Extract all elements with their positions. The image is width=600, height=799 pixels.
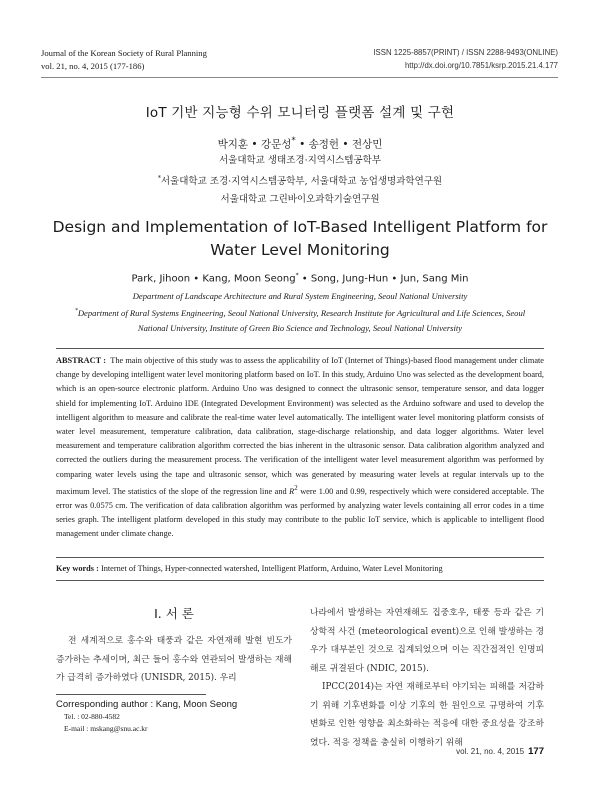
journal-header-right — [373, 47, 558, 72]
affiliation-ko-3: 서울대학교 그린바이오과학기술연구원 — [220, 194, 380, 206]
section-heading-introduction: I. 서 론 — [154, 606, 194, 621]
corresponding-mark: * — [291, 136, 296, 146]
english-title — [0, 216, 600, 262]
body-text-left-column: 전 세계적으로 홍수와 태풍과 같은 자연재해 발현 빈도가 증가하는 추세이며, 최근 들어 홍수와 연관되어 발생하는 재해가 급격히 증가하였다 (UNISDR, 2015). 우리 — [56, 636, 292, 683]
affiliation-en-1: Department of Landscape Architecture and Rural System Engineering, Seoul National University — [132, 291, 468, 301]
corresponding-author: Corresponding author : Kang, Moon Seong — [56, 699, 238, 710]
author-en-4: Jun, Sang Min — [400, 273, 469, 285]
author-separator: • — [248, 138, 261, 151]
affiliation-ko-2 — [0, 170, 600, 191]
abstract-bottom-rule — [56, 557, 544, 558]
corresponding-tel: Tel. : 02-880-4582 — [64, 712, 120, 721]
body-paragraph: IPCC(2014)는 자연 재해로부터 야기되는 피해를 저감하기 위해 기후변화를 이상 기후의 한 원인으로 규명하여 기후변화로 인한 영향을 최소화하는 적응에 대한 중요성을 강조하였다. 적응 정책을 충실히 이행하기 위해 — [310, 682, 544, 748]
korean-authors — [0, 136, 600, 152]
page-footer — [456, 746, 544, 757]
journal-header-left — [41, 47, 207, 72]
author-ko-3: 송정헌 — [308, 138, 340, 151]
author-separator: • — [190, 273, 203, 285]
affiliation-en-2 — [66, 304, 534, 336]
author-separator: • — [388, 273, 401, 285]
english-authors — [0, 272, 600, 284]
affiliation-ko-2-text: 서울대학교 조경·지역시스템공학부, 서울대학교 농업생명과학연구원 — [160, 176, 443, 188]
journal-volume: vol. 21, no. 4, 2015 (177-186) — [41, 60, 145, 71]
abstract — [56, 354, 544, 541]
author-ko-1: 박지훈 — [217, 138, 249, 151]
author-en-3: Song, Jung-Hun — [310, 273, 389, 285]
corresponding-email[interactable]: E-mail : mskang@snu.ac.kr — [64, 723, 148, 733]
keywords-label: Key words : — [56, 564, 99, 573]
abstract-label: ABSTRACT : — [56, 356, 106, 365]
footer-issue: vol. 21, no. 4, 2015 — [456, 747, 525, 756]
journal-issn: ISSN 1225-8857(PRINT) / ISSN 2288-9493(ONLINE) — [373, 48, 558, 57]
author-ko-2: 강문성 — [260, 138, 292, 151]
korean-affiliations — [0, 152, 600, 209]
author-ko-4: 전상민 — [351, 138, 383, 151]
author-separator: • — [298, 273, 311, 285]
page-number: 177 — [528, 746, 544, 757]
body-paragraph: 나라에서 발생하는 자연재해도 집중호우, 태풍 등과 같은 기상학적 사건 (meteorological event)으로 인해 발생하는 경우가 대부분인 것으로 집계되었으며 이는 직간접적인 인명피해로 귀결된다 (NDIC, 2015). — [310, 608, 544, 674]
header-divider — [41, 77, 558, 78]
r-squared-exponent: 2 — [294, 484, 298, 492]
abstract-top-rule — [56, 348, 544, 349]
keywords-text: Internet of Things, Hyper-connected watershed, Intelligent Platform, Arduino, Water Level Monitoring — [100, 564, 443, 573]
corresponding-mark: * — [295, 272, 299, 279]
r-squared-symbol: R — [289, 486, 295, 496]
author-en-1: Park, Jihoon — [131, 273, 191, 285]
abstract-text-2: were 1.00 and 0.99, respectively which were considered acceptable. The error was 0.0575 cm. The verification of data calibration algorithm was performed by analyzing water levels containing all error codes in a time series graph. The intelligent platform developed in this study may contribute to the public IoT service, which is applicable to intelligent flood management under climate change. — [56, 486, 545, 539]
affiliation-mark: * — [157, 175, 161, 182]
body-text-right-column — [310, 604, 544, 752]
affiliation-ko-1: 서울대학교 생태조경·지역시스템공학부 — [218, 155, 382, 166]
affiliation-en-2-text: Department of Rural Systems Engineering, Seoul National University, Research Institute for Agricultural and Life Sciences, Seoul National University, Institute of Green Bio Science and Technology, Seoul National University — [77, 307, 526, 333]
footnote-rule — [56, 694, 206, 695]
abstract-text-1: The main objective of this study was to assess the applicability of IoT (Internet of Things)-based flood management under climate change by developing intelligent water level monitoring platform based on IoT. In this study, Arduino Uno was selected as the development board, which is an open-source electronic platform. Arduino Uno was designed to connect the ultrasonic sensor, temperature sensor, and data logger shield for implementing IoT. Arduino IDE (Integrated Development Environment) was selected as the Arduino software and used to develop the intelligent algorithm to measure and calibrate the real-time water level automatically. The intelligent water level monitoring platform consists of water level measurement, temperature calibration, data calibration, stage-discharge relationship, and data logger algorithms. Water level measurement and temperature calibration algorithm corrected the bias inherent in the ultrasonic sensor. Data calibration algorithm analyzed and corrected the outliers during the measurement process. The verification of the intelligent water level measurement algorithm was performed by comparing water levels using the tape and ultrasonic sensor, which was generated by measuring water levels at regular intervals up to the maximum level. The statistics of the slope of the regression line and — [56, 356, 544, 496]
keywords-bottom-rule — [56, 580, 544, 581]
author-separator: • — [295, 138, 309, 151]
author-separator: • — [339, 138, 352, 151]
korean-title: IoT 기반 지능형 수위 모니터링 플랫폼 설계 및 구현 — [145, 105, 455, 121]
english-title-line-2: Water Level Monitoring — [210, 241, 390, 259]
english-title-line-1: Design and Implementation of IoT-Based Intelligent Platform for — [52, 218, 548, 236]
journal-name: Journal of the Korean Society of Rural Planning — [41, 48, 207, 58]
english-affiliations — [66, 289, 534, 336]
keywords — [56, 562, 544, 575]
affiliation-mark: * — [74, 308, 78, 314]
author-en-2: Kang, Moon Seong — [202, 273, 296, 285]
corresponding-author-footnote — [56, 698, 296, 734]
journal-doi[interactable]: http://dx.doi.org/10.7851/ksrp.2015.21.4.177 — [404, 60, 558, 70]
